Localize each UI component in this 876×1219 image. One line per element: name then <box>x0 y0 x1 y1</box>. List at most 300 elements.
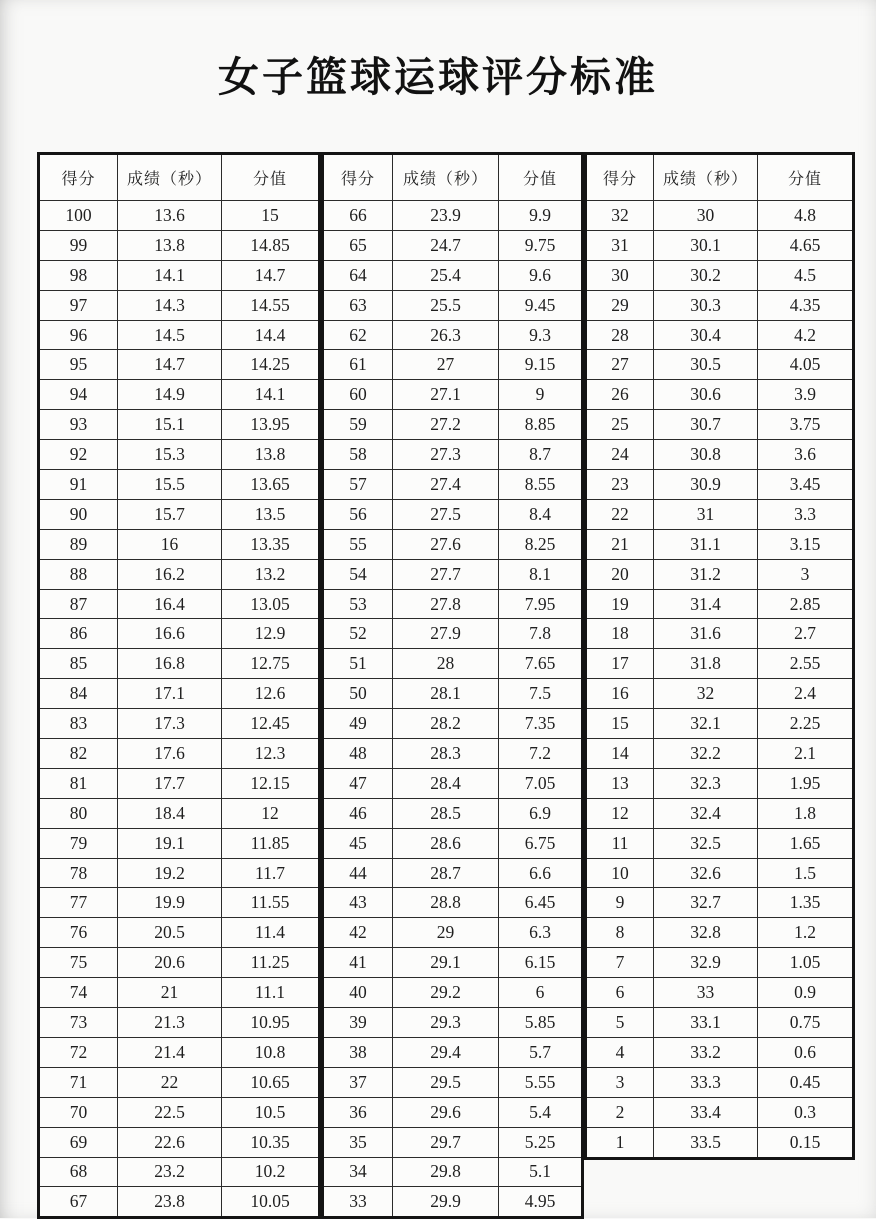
table-row <box>323 230 583 260</box>
score-cell: 46 <box>323 798 393 828</box>
score-cell: 94 <box>39 380 118 410</box>
score-cell: 28 <box>586 320 654 350</box>
score-cell: 78 <box>39 858 118 888</box>
score-cell: 89 <box>39 529 118 559</box>
score-table-66-33 <box>321 152 584 1219</box>
table-row <box>323 739 583 769</box>
points-cell: 4.8 <box>758 201 854 231</box>
time-cell: 27.2 <box>393 410 499 440</box>
score-cell: 99 <box>39 230 118 260</box>
points-cell: 3.45 <box>758 470 854 500</box>
score-cell: 11 <box>586 828 654 858</box>
points-cell: 2.25 <box>758 709 854 739</box>
table-row <box>586 858 854 888</box>
time-cell: 31.4 <box>654 589 758 619</box>
table-row <box>323 888 583 918</box>
time-cell: 28.7 <box>393 858 499 888</box>
time-cell: 23.8 <box>118 1187 222 1218</box>
time-cell: 15.7 <box>118 499 222 529</box>
time-cell: 32.9 <box>654 948 758 978</box>
points-cell: 4.65 <box>758 230 854 260</box>
table-row <box>39 768 320 798</box>
score-cell: 19 <box>586 589 654 619</box>
time-cell: 17.3 <box>118 709 222 739</box>
score-cell: 81 <box>39 768 118 798</box>
table-row <box>323 948 583 978</box>
time-cell: 28.4 <box>393 768 499 798</box>
points-cell: 3 <box>758 559 854 589</box>
points-cell: 0.3 <box>758 1097 854 1127</box>
time-cell: 30.1 <box>654 230 758 260</box>
points-cell: 10.35 <box>222 1127 320 1157</box>
points-cell: 14.1 <box>222 380 320 410</box>
points-cell: 10.65 <box>222 1067 320 1097</box>
time-cell: 14.9 <box>118 380 222 410</box>
points-cell: 12.45 <box>222 709 320 739</box>
score-cell: 63 <box>323 290 393 320</box>
time-cell: 33.3 <box>654 1067 758 1097</box>
table-row <box>586 619 854 649</box>
table-row <box>586 499 854 529</box>
score-cell: 77 <box>39 888 118 918</box>
table-row <box>323 798 583 828</box>
score-table-32-1 <box>584 152 855 1160</box>
time-cell: 33.2 <box>654 1037 758 1067</box>
points-cell: 3.15 <box>758 529 854 559</box>
score-cell: 42 <box>323 918 393 948</box>
points-cell: 3.3 <box>758 499 854 529</box>
score-cell: 54 <box>323 559 393 589</box>
score-cell: 51 <box>323 649 393 679</box>
time-cell: 31.2 <box>654 559 758 589</box>
table-row <box>586 589 854 619</box>
time-cell: 17.1 <box>118 679 222 709</box>
score-cell: 80 <box>39 798 118 828</box>
time-cell: 33.5 <box>654 1127 758 1158</box>
table-row <box>39 798 320 828</box>
table-row <box>39 978 320 1008</box>
score-cell: 83 <box>39 709 118 739</box>
table-row <box>586 1097 854 1127</box>
table-row <box>586 828 854 858</box>
time-cell: 29.4 <box>393 1037 499 1067</box>
score-cell: 57 <box>323 470 393 500</box>
score-cell: 12 <box>586 798 654 828</box>
points-cell: 7.65 <box>499 649 583 679</box>
score-cell: 92 <box>39 440 118 470</box>
table-row <box>323 380 583 410</box>
table-row <box>323 320 583 350</box>
table-row <box>586 350 854 380</box>
points-cell: 4.5 <box>758 260 854 290</box>
score-cell: 72 <box>39 1037 118 1067</box>
table-row <box>39 679 320 709</box>
score-cell: 91 <box>39 470 118 500</box>
points-cell: 0.9 <box>758 978 854 1008</box>
time-cell: 28.1 <box>393 679 499 709</box>
table-row <box>39 260 320 290</box>
points-cell: 1.8 <box>758 798 854 828</box>
time-cell: 27.3 <box>393 440 499 470</box>
table-row <box>323 529 583 559</box>
table-row <box>39 1187 320 1218</box>
header-row <box>39 154 320 201</box>
points-cell: 3.75 <box>758 410 854 440</box>
score-cell: 48 <box>323 739 393 769</box>
table-row <box>39 380 320 410</box>
score-cell: 52 <box>323 619 393 649</box>
points-cell: 6.75 <box>499 828 583 858</box>
time-cell: 20.5 <box>118 918 222 948</box>
score-cell: 25 <box>586 410 654 440</box>
score-cell: 43 <box>323 888 393 918</box>
time-cell: 25.5 <box>393 290 499 320</box>
table-row <box>323 1157 583 1187</box>
table-row <box>39 619 320 649</box>
time-cell: 29.5 <box>393 1067 499 1097</box>
score-cell: 93 <box>39 410 118 440</box>
points-cell: 6.15 <box>499 948 583 978</box>
time-cell: 27.4 <box>393 470 499 500</box>
table-row <box>39 888 320 918</box>
table-row <box>39 948 320 978</box>
score-cell: 17 <box>586 649 654 679</box>
score-cell: 9 <box>586 888 654 918</box>
points-cell: 8.85 <box>499 410 583 440</box>
time-cell: 27.6 <box>393 529 499 559</box>
points-cell: 7.35 <box>499 709 583 739</box>
table-row <box>323 1037 583 1067</box>
table-row <box>586 470 854 500</box>
points-cell: 10.5 <box>222 1097 320 1127</box>
points-cell: 14.4 <box>222 320 320 350</box>
time-cell: 15.3 <box>118 440 222 470</box>
table-row <box>323 1127 583 1157</box>
points-cell: 10.2 <box>222 1157 320 1187</box>
time-cell: 32.1 <box>654 709 758 739</box>
table-row <box>39 410 320 440</box>
points-cell: 7.2 <box>499 739 583 769</box>
score-cell: 88 <box>39 559 118 589</box>
table-row <box>586 320 854 350</box>
time-cell: 28.2 <box>393 709 499 739</box>
time-cell: 28.8 <box>393 888 499 918</box>
table-row <box>39 918 320 948</box>
points-cell: 8.7 <box>499 440 583 470</box>
score-cell: 34 <box>323 1157 393 1187</box>
points-cell: 9 <box>499 380 583 410</box>
table-row <box>323 440 583 470</box>
time-cell: 24.7 <box>393 230 499 260</box>
points-cell: 13.65 <box>222 470 320 500</box>
time-cell: 21.4 <box>118 1037 222 1067</box>
score-cell: 53 <box>323 589 393 619</box>
table-row <box>323 828 583 858</box>
score-cell: 41 <box>323 948 393 978</box>
score-cell: 82 <box>39 739 118 769</box>
score-cell: 62 <box>323 320 393 350</box>
column-header: 得分 <box>39 154 118 201</box>
score-cell: 21 <box>586 529 654 559</box>
table-row <box>39 440 320 470</box>
table-row <box>323 1187 583 1218</box>
time-cell: 25.4 <box>393 260 499 290</box>
table-row <box>39 828 320 858</box>
time-cell: 22 <box>118 1067 222 1097</box>
time-cell: 23.9 <box>393 201 499 231</box>
table-row <box>586 888 854 918</box>
time-cell: 27 <box>393 350 499 380</box>
score-cell: 67 <box>39 1187 118 1218</box>
points-cell: 2.1 <box>758 739 854 769</box>
score-cell: 98 <box>39 260 118 290</box>
points-cell: 7.05 <box>499 768 583 798</box>
points-cell: 4.2 <box>758 320 854 350</box>
time-cell: 29.9 <box>393 1187 499 1218</box>
points-cell: 1.65 <box>758 828 854 858</box>
time-cell: 28.5 <box>393 798 499 828</box>
score-table-100-67 <box>37 152 321 1219</box>
table-row <box>586 948 854 978</box>
header-row <box>586 154 854 201</box>
points-cell: 6.9 <box>499 798 583 828</box>
time-cell: 16.6 <box>118 619 222 649</box>
table-row <box>39 499 320 529</box>
points-cell: 0.6 <box>758 1037 854 1067</box>
score-cell: 47 <box>323 768 393 798</box>
table-row <box>39 1008 320 1038</box>
table-row <box>39 589 320 619</box>
time-cell: 23.2 <box>118 1157 222 1187</box>
time-cell: 20.6 <box>118 948 222 978</box>
points-cell: 12.9 <box>222 619 320 649</box>
points-cell: 5.7 <box>499 1037 583 1067</box>
points-cell: 10.95 <box>222 1008 320 1038</box>
table-row <box>39 739 320 769</box>
points-cell: 13.8 <box>222 440 320 470</box>
score-cell: 8 <box>586 918 654 948</box>
points-cell: 9.9 <box>499 201 583 231</box>
table-row <box>323 559 583 589</box>
column-header: 分值 <box>758 154 854 201</box>
table-row <box>586 1127 854 1158</box>
points-cell: 12.3 <box>222 739 320 769</box>
score-cell: 18 <box>586 619 654 649</box>
table-row <box>323 1067 583 1097</box>
time-cell: 32.8 <box>654 918 758 948</box>
time-cell: 32.4 <box>654 798 758 828</box>
time-cell: 27.7 <box>393 559 499 589</box>
score-cell: 56 <box>323 499 393 529</box>
time-cell: 28.3 <box>393 739 499 769</box>
table-row <box>323 499 583 529</box>
table-row <box>323 619 583 649</box>
score-cell: 55 <box>323 529 393 559</box>
table-row <box>39 290 320 320</box>
score-cell: 32 <box>586 201 654 231</box>
points-cell: 11.85 <box>222 828 320 858</box>
points-cell: 14.7 <box>222 260 320 290</box>
column-header: 分值 <box>499 154 583 201</box>
points-cell: 2.4 <box>758 679 854 709</box>
time-cell: 16.8 <box>118 649 222 679</box>
score-cell: 33 <box>323 1187 393 1218</box>
table-row <box>323 1008 583 1038</box>
points-cell: 12.75 <box>222 649 320 679</box>
time-cell: 31.6 <box>654 619 758 649</box>
score-cell: 20 <box>586 559 654 589</box>
time-cell: 16.2 <box>118 559 222 589</box>
score-cell: 24 <box>586 440 654 470</box>
points-cell: 2.85 <box>758 589 854 619</box>
table-row <box>39 1037 320 1067</box>
points-cell: 12.15 <box>222 768 320 798</box>
time-cell: 32.3 <box>654 768 758 798</box>
time-cell: 32.5 <box>654 828 758 858</box>
score-cell: 40 <box>323 978 393 1008</box>
points-cell: 2.7 <box>758 619 854 649</box>
points-cell: 15 <box>222 201 320 231</box>
table-row <box>323 768 583 798</box>
time-cell: 31.1 <box>654 529 758 559</box>
table-row <box>39 649 320 679</box>
time-cell: 16.4 <box>118 589 222 619</box>
score-cell: 75 <box>39 948 118 978</box>
points-cell: 13.05 <box>222 589 320 619</box>
points-cell: 7.8 <box>499 619 583 649</box>
score-cell: 69 <box>39 1127 118 1157</box>
score-cell: 73 <box>39 1008 118 1038</box>
points-cell: 7.5 <box>499 679 583 709</box>
score-cell: 64 <box>323 260 393 290</box>
table-row <box>39 1067 320 1097</box>
table-row <box>586 918 854 948</box>
score-cell: 100 <box>39 201 118 231</box>
column-header: 成绩（秒） <box>393 154 499 201</box>
score-cell: 30 <box>586 260 654 290</box>
points-cell: 4.35 <box>758 290 854 320</box>
score-cell: 7 <box>586 948 654 978</box>
points-cell: 0.15 <box>758 1127 854 1158</box>
table-row <box>323 1097 583 1127</box>
points-cell: 2.55 <box>758 649 854 679</box>
table-row <box>323 918 583 948</box>
points-cell: 9.45 <box>499 290 583 320</box>
time-cell: 32 <box>654 679 758 709</box>
table-row <box>39 858 320 888</box>
time-cell: 26.3 <box>393 320 499 350</box>
score-cell: 65 <box>323 230 393 260</box>
points-cell: 9.6 <box>499 260 583 290</box>
time-cell: 21 <box>118 978 222 1008</box>
score-cell: 85 <box>39 649 118 679</box>
score-cell: 22 <box>586 499 654 529</box>
points-cell: 5.1 <box>499 1157 583 1187</box>
time-cell: 29.7 <box>393 1127 499 1157</box>
time-cell: 30.7 <box>654 410 758 440</box>
time-cell: 30 <box>654 201 758 231</box>
time-cell: 29.6 <box>393 1097 499 1127</box>
time-cell: 29.3 <box>393 1008 499 1038</box>
score-cell: 39 <box>323 1008 393 1038</box>
points-cell: 11.4 <box>222 918 320 948</box>
time-cell: 33.4 <box>654 1097 758 1127</box>
time-cell: 27.9 <box>393 619 499 649</box>
time-cell: 30.4 <box>654 320 758 350</box>
table-row <box>323 350 583 380</box>
score-cell: 58 <box>323 440 393 470</box>
points-cell: 5.4 <box>499 1097 583 1127</box>
time-cell: 29.1 <box>393 948 499 978</box>
table-row <box>39 1157 320 1187</box>
points-cell: 14.25 <box>222 350 320 380</box>
table-row <box>323 260 583 290</box>
score-cell: 14 <box>586 739 654 769</box>
score-cell: 29 <box>586 290 654 320</box>
points-cell: 11.55 <box>222 888 320 918</box>
table-row <box>586 380 854 410</box>
time-cell: 30.5 <box>654 350 758 380</box>
points-cell: 8.4 <box>499 499 583 529</box>
points-cell: 10.05 <box>222 1187 320 1218</box>
table-row <box>586 410 854 440</box>
table-row <box>586 260 854 290</box>
points-cell: 5.55 <box>499 1067 583 1097</box>
time-cell: 30.2 <box>654 260 758 290</box>
column-header: 成绩（秒） <box>118 154 222 201</box>
table-row <box>586 1067 854 1097</box>
table-row <box>323 649 583 679</box>
score-cell: 66 <box>323 201 393 231</box>
table-row <box>39 201 320 231</box>
table-row <box>323 290 583 320</box>
points-cell: 11.7 <box>222 858 320 888</box>
table-row <box>39 1127 320 1157</box>
points-cell: 7.95 <box>499 589 583 619</box>
column-header: 得分 <box>586 154 654 201</box>
score-cell: 26 <box>586 380 654 410</box>
points-cell: 5.25 <box>499 1127 583 1157</box>
time-cell: 31 <box>654 499 758 529</box>
table-row <box>39 470 320 500</box>
table-row <box>586 709 854 739</box>
column-header: 分值 <box>222 154 320 201</box>
time-cell: 31.8 <box>654 649 758 679</box>
time-cell: 27.1 <box>393 380 499 410</box>
points-cell: 8.1 <box>499 559 583 589</box>
score-cell: 3 <box>586 1067 654 1097</box>
time-cell: 29 <box>393 918 499 948</box>
points-cell: 0.75 <box>758 1008 854 1038</box>
time-cell: 19.1 <box>118 828 222 858</box>
table-row <box>39 709 320 739</box>
table-row <box>323 201 583 231</box>
time-cell: 17.6 <box>118 739 222 769</box>
score-cell: 27 <box>586 350 654 380</box>
time-cell: 14.5 <box>118 320 222 350</box>
table-row <box>39 320 320 350</box>
score-cell: 5 <box>586 1008 654 1038</box>
score-cell: 31 <box>586 230 654 260</box>
time-cell: 27.8 <box>393 589 499 619</box>
score-cell: 6 <box>586 978 654 1008</box>
points-cell: 6.45 <box>499 888 583 918</box>
time-cell: 13.6 <box>118 201 222 231</box>
time-cell: 29.8 <box>393 1157 499 1187</box>
table-row <box>586 290 854 320</box>
table-row <box>323 470 583 500</box>
points-cell: 13.5 <box>222 499 320 529</box>
